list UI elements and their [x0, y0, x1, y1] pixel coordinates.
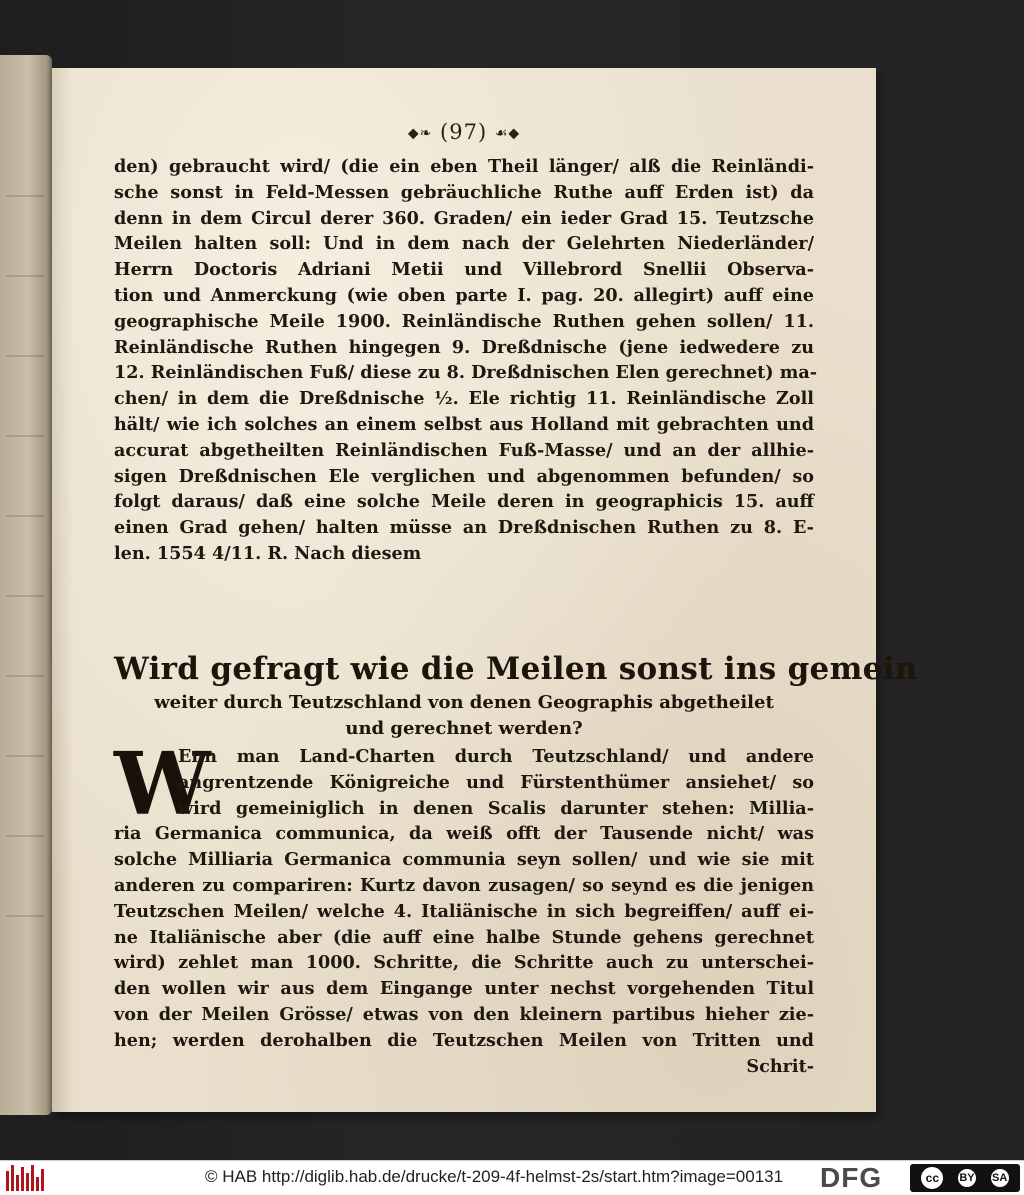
text-line: denn in dem Circul derer 360. Graden/ ein ieder Grad 15. Teutzsche — [114, 207, 814, 229]
text-line: ne Italiänische aber (die auff eine halbe Stunde gehens gerechnet — [114, 926, 814, 948]
page-number: ◆❧ (97) ☙◆ — [407, 120, 521, 144]
ornament-right-icon: ☙◆ — [494, 125, 521, 142]
dfg-logo[interactable]: DFG — [820, 1162, 883, 1193]
text-line: tion und Anmerckung (wie oben parte I. pag. 20. allegirt) auff eine — [114, 284, 814, 306]
cc-icon: cc — [919, 1165, 945, 1191]
text-line: sche sonst in Feld-Messen gebräuchliche Ruthe auff Erden ist) da — [114, 181, 814, 203]
text-line: sigen Dreßdnischen Ele verglichen und abgenommen befunden/ so — [114, 465, 814, 487]
ornament-left-icon: ◆❧ — [407, 125, 433, 142]
text-line: von der Meilen Grösse/ etwas von den kleinern partibus hieher zie- — [114, 1003, 814, 1025]
text-line: anderen zu compariren: Kurtz davon zusagen/ so seynd es die jenigen — [114, 874, 814, 896]
text-line: geographische Meile 1900. Reinländische Ruthen gehen sollen/ 11. — [114, 310, 814, 332]
text-line: Meilen halten soll: Und in dem nach der Gelehrten Niederländer/ — [114, 233, 814, 255]
attribution-icon: BY — [956, 1167, 978, 1189]
text-line: Reinländische Ruthen hingegen 9. Dreßdnische (jene iedwedere zu — [114, 336, 814, 358]
copyright-link[interactable]: © HAB http://diglib.hab.de/drucke/t-209-4f-helmst-2s/start.htm?image=00131 — [205, 1167, 784, 1186]
decorated-initial: W — [114, 734, 211, 835]
text-line: den wollen wir aus dem Eingange unter nechst vorgehenden Titul — [114, 978, 814, 1000]
footer-bar — [0, 1160, 1024, 1195]
previous-page-edge — [0, 55, 52, 1115]
heading-line-1: Wird gefragt wie die Meilen sonst ins gemein — [114, 651, 918, 687]
paragraph-2 — [114, 734, 814, 1054]
text-line: hen; werden derohalben die Teutzschen Meilen von Tritten und — [114, 1029, 814, 1051]
text-line: wird) zehlet man 1000. Schritte, die Schritte auch zu unterschei- — [114, 952, 814, 974]
paragraph-1 — [114, 154, 818, 567]
heading-line-3: und gerechnet werden? — [345, 718, 583, 739]
text-line: ria Germanica communica, da weiß offt der Tausende nicht/ was — [114, 823, 814, 845]
text-line: chen/ in dem die Dreßdnische ½. Ele richtig 11. Reinländische Zoll — [114, 388, 814, 410]
text-line: len. 1554 4/11. R. Nach diesem — [114, 542, 422, 564]
share-alike-icon: SA — [989, 1167, 1011, 1189]
cc-license-badge[interactable] — [910, 1164, 1020, 1192]
text-line: accurat abgetheilten Reinländischen Fuß-Masse/ und an der allhie- — [114, 439, 814, 461]
heading-line-2: weiter durch Teutzschland von denen Geographis abgetheilet — [154, 692, 774, 713]
text-line: Herrn Doctoris Adriani Metii und Villebrord Snellii Observa- — [114, 259, 814, 281]
catchword: Schrit- — [746, 1056, 814, 1077]
hab-logo-icon[interactable] — [6, 1165, 46, 1191]
text-line: Enn man Land-Charten durch Teutzschland/ und andere — [178, 746, 814, 767]
section-heading — [114, 648, 918, 742]
book-page — [52, 68, 918, 1112]
text-line: den) gebraucht wird/ (die ein eben Theil länger/ alß die Reinländi- — [114, 156, 814, 177]
text-line: solche Milliaria Germanica communia seyn sollen/ und wie sie mit — [114, 849, 814, 871]
text-line: Teutzschen Meilen/ welche 4. Italiänische in sich begreiffen/ auff ei- — [114, 900, 814, 922]
text-line: 12. Reinländischen Fuß/ diese zu 8. Dreßdnischen Elen gerechnet) ma- — [114, 362, 818, 384]
text-line: folgt daraus/ daß eine solche Meile deren in geographicis 15. auff — [114, 491, 814, 513]
text-line: einen Grad gehen/ halten müsse an Dreßdnischen Ruthen zu 8. E- — [114, 517, 814, 539]
text-line: hält/ wie ich solches an einem selbst aus Holland mit gebrachten und — [114, 413, 814, 435]
text-line: angrentzende Königreiche und Fürstenthümer ansiehet/ so — [178, 771, 814, 793]
text-line: wird gemeiniglich in denen Scalis darunter stehen: Millia- — [178, 797, 814, 819]
